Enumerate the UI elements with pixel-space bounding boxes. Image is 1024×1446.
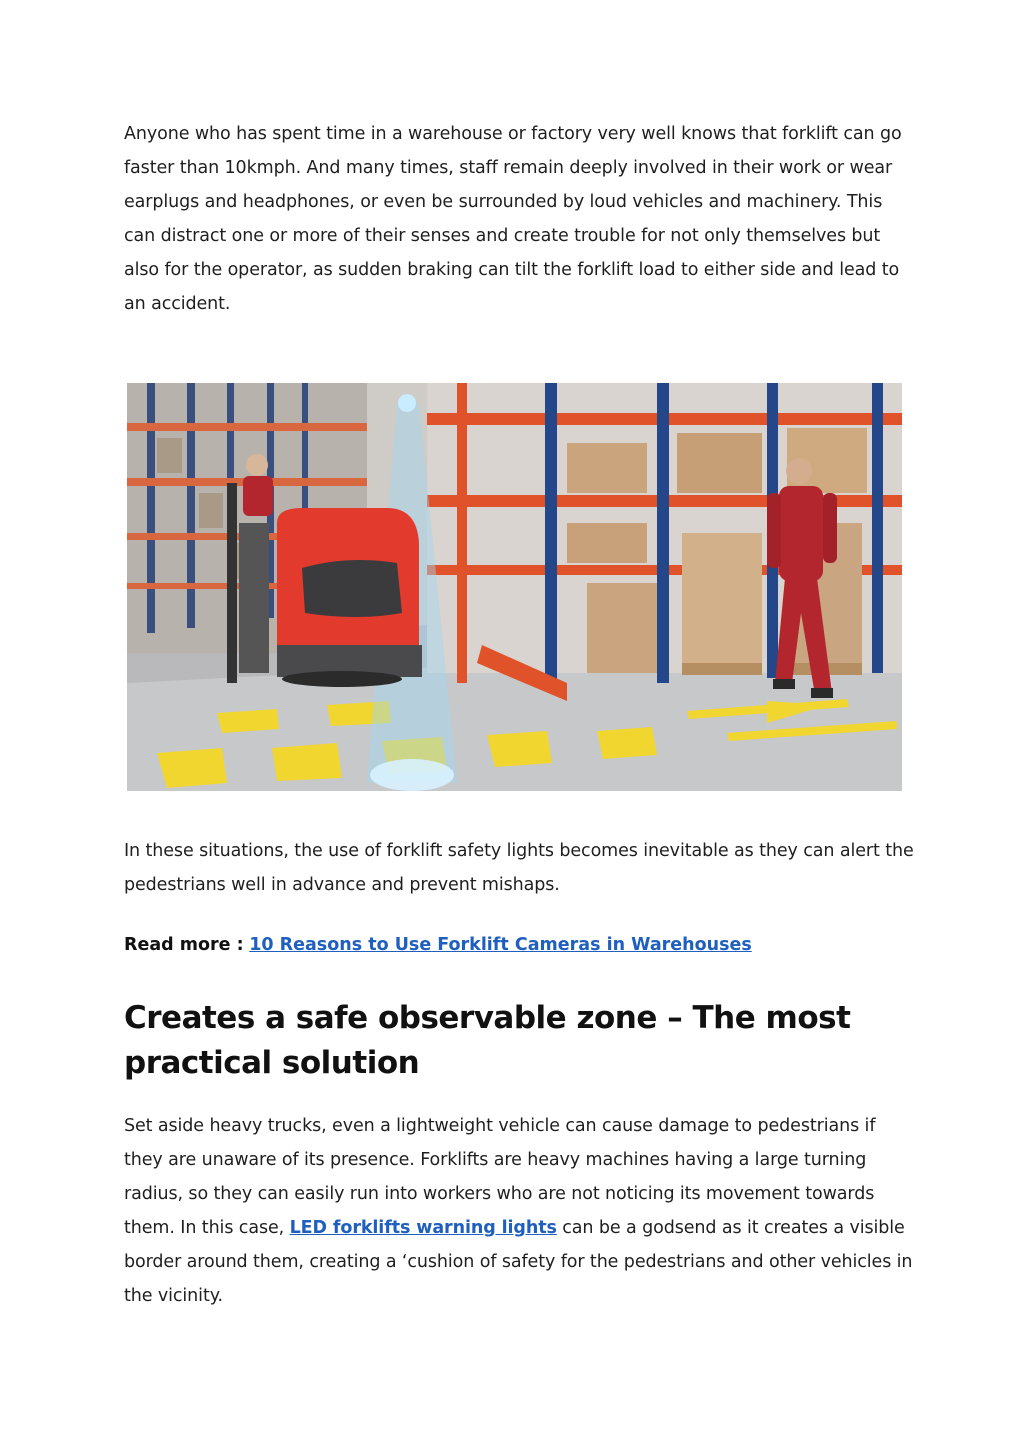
forklift-cameras-link[interactable]: 10 Reasons to Use Forklift Cameras in Warehouses: [249, 935, 752, 955]
warehouse-forklift-photo: [127, 383, 902, 791]
read-more-label: Read more :: [124, 935, 244, 955]
intro-paragraph: Anyone who has spent time in a warehouse or factory very well knows that forklift can go faster than 10kmph. And many times, staff remain deeply involved in their work or wear earplugs and headphones, or even be surrounded by loud vehicles and machinery. This can distract one or more of their senses and create trouble for not only themselves but also for the operator, as sudden braking can tilt the forklift load to either side and lead to an accident.: [124, 124, 902, 314]
section-heading: Creates a safe observable zone – The most practical solution: [124, 1000, 851, 1081]
warehouse-illustration: [127, 383, 902, 791]
paragraph3-text-before: Set aside heavy trucks, even a lightweight vehicle can cause damage to pedestrians if they are unaware of its presence. Forklifts are heavy machines having a large turning radius, so they can easily run into workers who are not noticing its movement towards them. In this case,: [124, 1116, 876, 1238]
paragraph3-text-after: can be a godsend as it creates a visible border around them, creating a ‘cushion of safety for the pedestrians and other vehicles in the vicinity.: [124, 1218, 913, 1306]
observable-zone-paragraph: [124, 1109, 914, 1313]
read-more-line: [124, 928, 752, 962]
safety-lights-paragraph: In these situations, the use of forklift safety lights becomes inevitable as they can alert the pedestrians well in advance and prevent mishaps.: [124, 841, 914, 895]
led-warning-lights-link[interactable]: LED forklifts warning lights: [289, 1218, 557, 1238]
